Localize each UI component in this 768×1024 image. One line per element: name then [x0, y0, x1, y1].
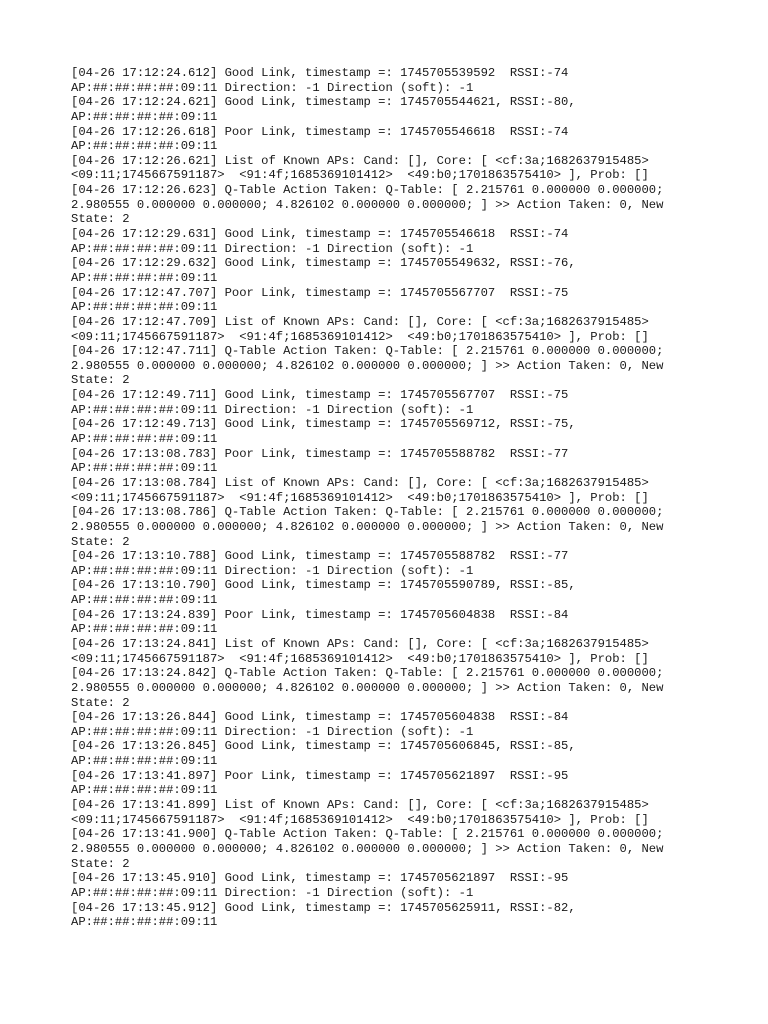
log-line: 2.980555 0.000000 0.000000; 4.826102 0.000000 0.000000; ] >> Action Taken: 0, New [71, 519, 664, 534]
log-line: [04-26 17:13:45.910] Good Link, timestamp =: 1745705621897 RSSI:-95 [71, 871, 569, 886]
log-line: [04-26 17:12:29.631] Good Link, timestamp =: 1745705546618 RSSI:-74 [71, 227, 569, 242]
log-text-block [71, 66, 711, 930]
log-line: [04-26 17:13:41.897] Poor Link, timestamp =: 1745705621897 RSSI:-95 [71, 768, 569, 783]
log-line: State: 2 [71, 695, 130, 710]
log-line: [04-26 17:13:24.839] Poor Link, timestamp =: 1745705604838 RSSI:-84 [71, 607, 569, 622]
log-line: [04-26 17:13:10.790] Good Link, timestamp =: 1745705590789, RSSI:-85, [71, 578, 576, 593]
log-line: AP:##:##:##:##:09:11 [71, 915, 218, 930]
log-line: [04-26 17:13:45.912] Good Link, timestamp =: 1745705625911, RSSI:-82, [71, 900, 576, 915]
log-line: [04-26 17:13:10.788] Good Link, timestamp =: 1745705588782 RSSI:-77 [71, 549, 569, 564]
log-line: State: 2 [71, 212, 130, 227]
log-line: [04-26 17:13:24.841] List of Known APs: Cand: [], Core: [ <cf:3a;1682637915485> [71, 636, 649, 651]
log-line: [04-26 17:12:26.623] Q-Table Action Taken: Q-Table: [ 2.215761 0.000000 0.000000; [71, 183, 664, 198]
log-line: <09:11;1745667591187> <91:4f;1685369101412> <49:b0;1701863575410> ], Prob: [] [71, 812, 649, 827]
log-line: AP:##:##:##:##:09:11 Direction: -1 Direction (soft): -1 [71, 885, 474, 900]
log-line: <09:11;1745667591187> <91:4f;1685369101412> <49:b0;1701863575410> ], Prob: [] [71, 490, 649, 505]
log-line: AP:##:##:##:##:09:11 Direction: -1 Direction (soft): -1 [71, 402, 474, 417]
log-line: <09:11;1745667591187> <91:4f;1685369101412> <49:b0;1701863575410> ], Prob: [] [71, 168, 649, 183]
log-line: [04-26 17:12:49.713] Good Link, timestamp =: 1745705569712, RSSI:-75, [71, 417, 576, 432]
log-line: State: 2 [71, 856, 130, 871]
log-line: [04-26 17:12:47.707] Poor Link, timestamp =: 1745705567707 RSSI:-75 [71, 285, 569, 300]
log-line: [04-26 17:13:26.844] Good Link, timestamp =: 1745705604838 RSSI:-84 [71, 710, 569, 725]
log-line: AP:##:##:##:##:09:11 [71, 622, 218, 637]
log-line: AP:##:##:##:##:09:11 [71, 139, 218, 154]
log-line: 2.980555 0.000000 0.000000; 4.826102 0.000000 0.000000; ] >> Action Taken: 0, New [71, 841, 664, 856]
log-line: <09:11;1745667591187> <91:4f;1685369101412> <49:b0;1701863575410> ], Prob: [] [71, 329, 649, 344]
log-line: 2.980555 0.000000 0.000000; 4.826102 0.000000 0.000000; ] >> Action Taken: 0, New [71, 197, 664, 212]
log-line: [04-26 17:12:24.612] Good Link, timestamp =: 1745705539592 RSSI:-74 [71, 66, 569, 80]
log-line: AP:##:##:##:##:09:11 [71, 270, 218, 285]
log-line: AP:##:##:##:##:09:11 [71, 754, 218, 769]
log-line: AP:##:##:##:##:09:11 Direction: -1 Direction (soft): -1 [71, 724, 474, 739]
log-line: AP:##:##:##:##:09:11 Direction: -1 Direction (soft): -1 [71, 80, 474, 95]
log-line: State: 2 [71, 534, 130, 549]
log-line: [04-26 17:13:26.845] Good Link, timestamp =: 1745705606845, RSSI:-85, [71, 739, 576, 754]
log-line: [04-26 17:12:47.711] Q-Table Action Taken: Q-Table: [ 2.215761 0.000000 0.000000; [71, 344, 664, 359]
log-line: [04-26 17:13:24.842] Q-Table Action Taken: Q-Table: [ 2.215761 0.000000 0.000000; [71, 666, 664, 681]
log-line: [04-26 17:12:26.618] Poor Link, timestamp =: 1745705546618 RSSI:-74 [71, 124, 569, 139]
log-line: AP:##:##:##:##:09:11 [71, 432, 218, 447]
log-line: AP:##:##:##:##:09:11 [71, 783, 218, 798]
log-line: 2.980555 0.000000 0.000000; 4.826102 0.000000 0.000000; ] >> Action Taken: 0, New [71, 680, 664, 695]
log-line: [04-26 17:13:08.786] Q-Table Action Taken: Q-Table: [ 2.215761 0.000000 0.000000; [71, 505, 664, 520]
log-line: AP:##:##:##:##:09:11 Direction: -1 Direction (soft): -1 [71, 241, 474, 256]
log-line: AP:##:##:##:##:09:11 [71, 461, 218, 476]
log-line: AP:##:##:##:##:09:11 [71, 109, 218, 124]
log-line: [04-26 17:12:49.711] Good Link, timestamp =: 1745705567707 RSSI:-75 [71, 388, 569, 403]
log-line: AP:##:##:##:##:09:11 [71, 593, 218, 608]
log-line: <09:11;1745667591187> <91:4f;1685369101412> <49:b0;1701863575410> ], Prob: [] [71, 651, 649, 666]
log-line: AP:##:##:##:##:09:11 [71, 300, 218, 315]
log-line: [04-26 17:13:08.783] Poor Link, timestamp =: 1745705588782 RSSI:-77 [71, 446, 569, 461]
log-line: 2.980555 0.000000 0.000000; 4.826102 0.000000 0.000000; ] >> Action Taken: 0, New [71, 358, 664, 373]
log-line: [04-26 17:12:29.632] Good Link, timestamp =: 1745705549632, RSSI:-76, [71, 256, 576, 271]
log-line: State: 2 [71, 373, 130, 388]
log-line: [04-26 17:13:08.784] List of Known APs: Cand: [], Core: [ <cf:3a;1682637915485> [71, 475, 649, 490]
log-line: [04-26 17:13:41.900] Q-Table Action Taken: Q-Table: [ 2.215761 0.000000 0.000000; [71, 827, 664, 842]
log-line: [04-26 17:12:26.621] List of Known APs: Cand: [], Core: [ <cf:3a;1682637915485> [71, 153, 649, 168]
log-line: [04-26 17:12:24.621] Good Link, timestamp =: 1745705544621, RSSI:-80, [71, 95, 576, 110]
log-line: [04-26 17:12:47.709] List of Known APs: Cand: [], Core: [ <cf:3a;1682637915485> [71, 314, 649, 329]
log-line: [04-26 17:13:41.899] List of Known APs: Cand: [], Core: [ <cf:3a;1682637915485> [71, 798, 649, 813]
log-line: AP:##:##:##:##:09:11 Direction: -1 Direction (soft): -1 [71, 563, 474, 578]
